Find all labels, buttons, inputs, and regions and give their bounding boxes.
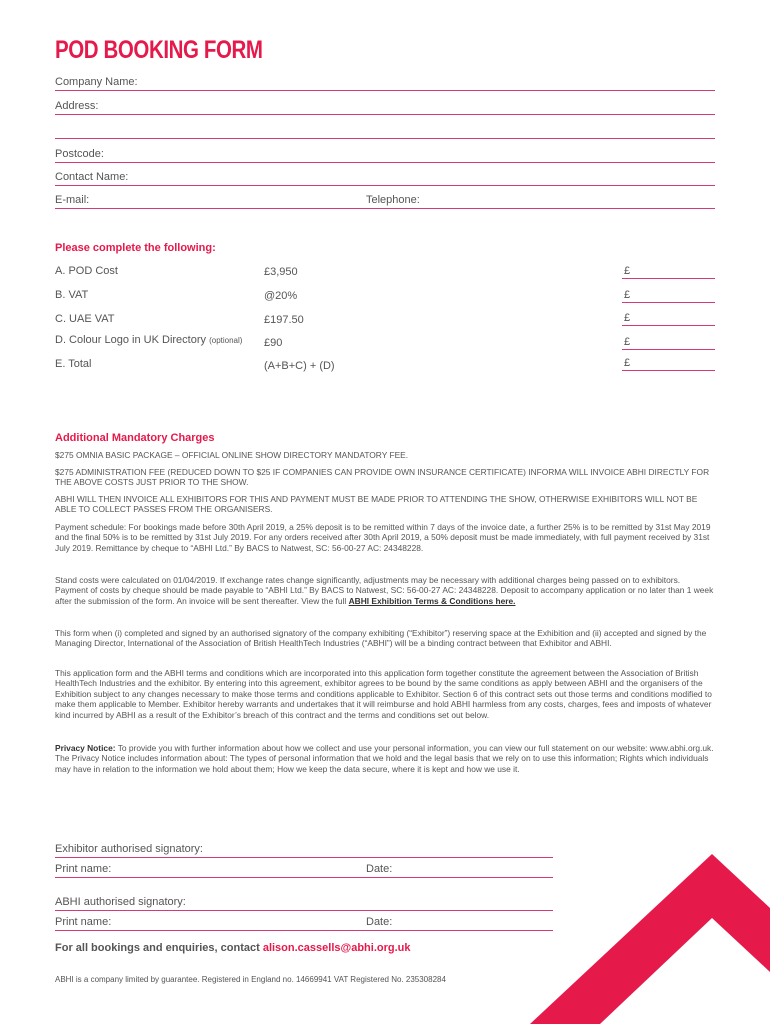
terms-link[interactable]: ABHI Exhibition Terms & Conditions here. <box>348 595 516 606</box>
charges-paragraph: $275 OMNIA BASIC PACKAGE – OFFICIAL ONLINE SHOW DIRECTORY MANDATORY FEE. <box>55 450 409 460</box>
currency-symbol: £ <box>624 357 631 369</box>
currency-symbol: £ <box>624 265 631 277</box>
company-name-label: Company Name: <box>55 76 138 88</box>
privacy-notice-label: Privacy Notice: <box>55 743 116 753</box>
postcode-field[interactable] <box>55 144 715 163</box>
abhi-signature-label: ABHI authorised signatory: <box>55 896 186 908</box>
currency-symbol: £ <box>624 312 631 324</box>
address-label: Address: <box>55 100 99 112</box>
corner-chevron-graphic <box>530 850 770 1024</box>
cost-row-value: @20% <box>264 290 298 302</box>
cost-row-value: £197.50 <box>264 314 304 326</box>
cost-amount-input[interactable] <box>622 335 715 350</box>
exhibitor-signature-field[interactable] <box>55 841 553 858</box>
cost-row-label: E. Total <box>55 358 92 370</box>
email-telephone-field[interactable] <box>55 190 715 209</box>
currency-symbol: £ <box>624 289 631 301</box>
date-label: Date: <box>366 863 393 875</box>
charges-heading: Additional Mandatory Charges <box>55 432 215 444</box>
stand-costs-text: Stand costs were calculated on 01/04/2019. If exchange rates change significantly, adjustments may be necessary with additional charges being passed on to exhibitors. Payment of costs by cheque should be made payable to “ABHI Ltd.” By BACS to Natwest, SC: 56-00-27 AC: 24348228. Deposit to accompany application or no later than 1 week after the submission of the form. An invoice will be sent thereafter. View the full <box>55 575 714 606</box>
cost-row-value: £3,950 <box>264 266 298 278</box>
date-label: Date: <box>366 916 393 928</box>
optional-note: (optional) <box>209 336 243 345</box>
contact-text: For all bookings and enquiries, contact <box>55 942 260 954</box>
contact-name-label: Contact Name: <box>55 171 129 183</box>
print-name-label: Print name: <box>55 916 112 928</box>
email-label: E-mail: <box>55 194 90 206</box>
charges-paragraph: ABHI WILL THEN INVOICE ALL EXHIBITORS FOR THIS AND PAYMENT MUST BE MADE PRIOR TO ATTENDING THE SHOW, OTHERWISE EXHIBITORS WILL NOT BE ABLE TO COLLECT PASSES FROM THE ORGANISERS. <box>55 494 698 515</box>
contract-paragraph: This form when (i) completed and signed by an authorised signatory of the company exhibiting (“Exhibitor”) reserving space at the Exhibition and (ii) accepted and signed by the Managing Director, International of the Association of British HealthTech Industries (“ABHI”) will be a binding contract between that Exhibitor and ABHI. <box>55 628 707 649</box>
contact-line <box>55 942 411 954</box>
cost-row-value: (A+B+C) + (D) <box>264 360 335 372</box>
print-name-label: Print name: <box>55 863 112 875</box>
cost-row-label <box>55 334 242 346</box>
contact-email-link[interactable]: alison.cassells@abhi.org.uk <box>262 942 411 954</box>
footer-registration: ABHI is a company limited by guarantee. Registered in England no. 14669941 VAT Registered No. 235308284 <box>55 975 446 984</box>
cost-amount-input[interactable] <box>622 311 715 326</box>
postcode-label: Postcode: <box>55 148 104 160</box>
abhi-print-name-field[interactable] <box>55 914 553 931</box>
stand-costs-paragraph <box>55 575 715 606</box>
exhibitor-signature-label: Exhibitor authorised signatory: <box>55 843 203 855</box>
contact-name-field[interactable] <box>55 167 715 186</box>
privacy-notice-text: To provide you with further information about how we collect and use your personal information, you can view our full statement on our website: www.abhi.org.uk. The Privacy Notice includes information about: The types of personal information that we hold and the legal basis that we rely on to use this information; Rights which individuals may have in relation to the information we hold about them; How we keep the data secure, where it is kept and how we use it. <box>55 743 714 774</box>
cost-amount-input[interactable] <box>622 264 715 279</box>
privacy-notice-paragraph <box>55 743 715 774</box>
abhi-signature-field[interactable] <box>55 894 553 911</box>
agreement-paragraph: This application form and the ABHI terms and conditions which are incorporated into this application form together constitute the agreement between the Association of British HealthTech Industries and the exhibitor. By entering into this agreement, exhibitor agrees to be bound by the same conditions as apply between ABHI and the organisers of the Exhibition subject to any changes necessary to make those terms and conditions applicable to Exhibitor. Section 6 of this contract sets out those terms and conditions modified to make them applicable to Member. Exhibitor hereby warrants and undertakes that it will reimburse and hold ABHI harmless from any costs, charges, fees and imposts of whatever kind incurred by ABHI as a result of the Exhibitor’s breach of this contract and the terms and conditions set out below. <box>55 668 712 720</box>
cost-total-input[interactable] <box>622 356 715 371</box>
address-line-2-field[interactable] <box>55 120 715 139</box>
cost-row-label: A. POD Cost <box>55 265 118 277</box>
page-title: POD BOOKING FORM <box>55 36 263 64</box>
telephone-label: Telephone: <box>366 194 420 206</box>
cost-amount-input[interactable] <box>622 288 715 303</box>
company-name-field[interactable] <box>55 72 715 91</box>
cost-row-value: £90 <box>264 337 283 349</box>
currency-symbol: £ <box>624 336 631 348</box>
payment-schedule-paragraph: Payment schedule: For bookings made before 30th April 2019, a 25% deposit is to be remitted within 7 days of the invoice date, a further 25% is to be remitted by 31st May 2019 and the final 50% is to be remitted by 31st July 2019. For any orders received after 30th April 2019, a 50% deposit must be made immediately, with full payment received by 31st July 2019. Remittance by cheque to “ABHI Ltd.” By BACS to Natwest, SC: 56-00-27 AC: 24348228. <box>55 522 711 553</box>
costs-heading: Please complete the following: <box>55 242 216 254</box>
charges-paragraph: $275 ADMINISTRATION FEE (REDUCED DOWN TO $25 IF COMPANIES CAN PROVIDE OWN INSURANCE CERTIFICATE) INFORMA WILL INVOICE ABHI DIRECTLY FOR THE ABOVE COSTS JUST PRIOR TO THE SHOW. <box>55 467 710 488</box>
cost-row-label: B. VAT <box>55 289 89 301</box>
cost-row-label: C. UAE VAT <box>55 313 115 325</box>
address-field[interactable] <box>55 96 715 115</box>
exhibitor-print-name-field[interactable] <box>55 861 553 878</box>
cost-row-text: D. Colour Logo in UK Directory <box>55 334 207 346</box>
